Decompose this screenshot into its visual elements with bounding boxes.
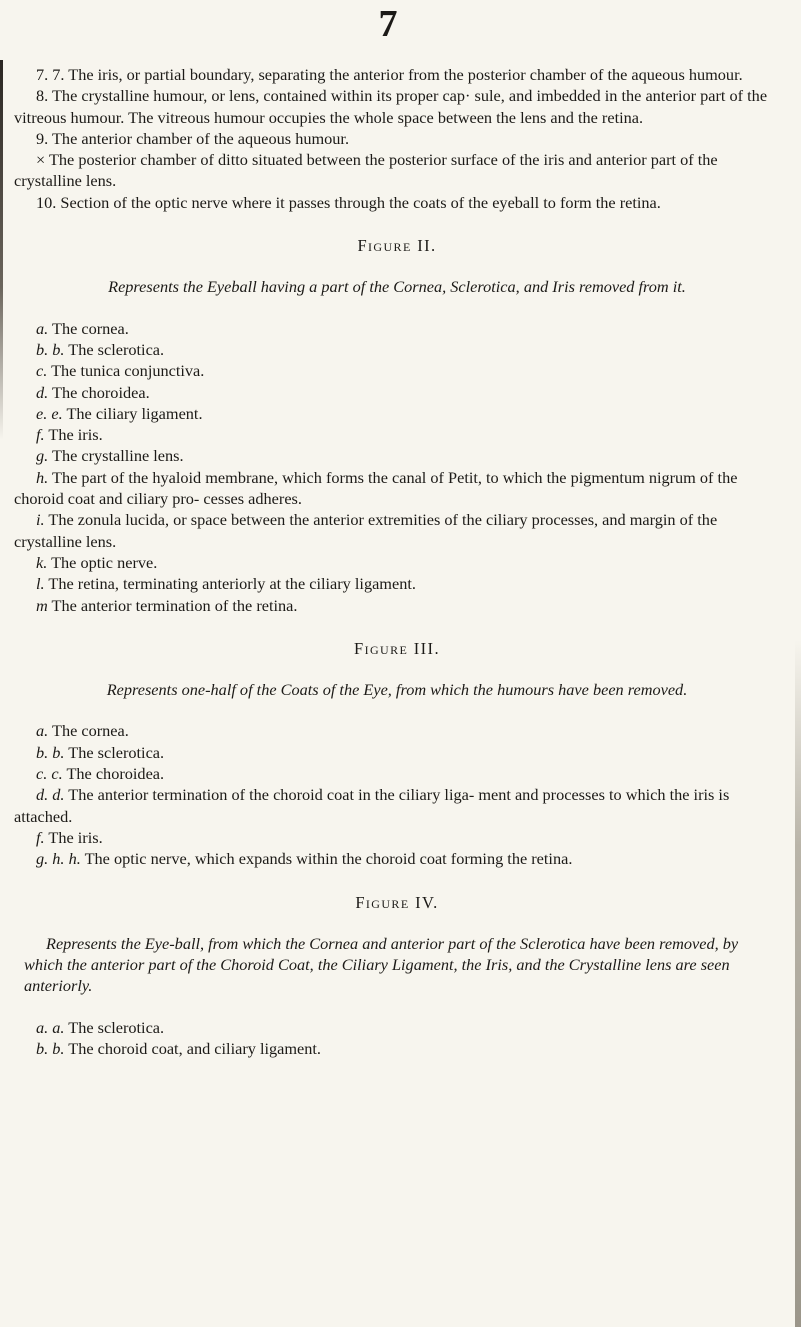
list-item: k. The optic nerve. bbox=[36, 552, 158, 572]
list-item: 9. The anterior chamber of the aqueous humour. bbox=[36, 128, 350, 148]
list-item: d. The choroidea. bbox=[36, 382, 150, 402]
list-item: × The posterior chamber of ditto situated between the posterior surface of the iris and anterior part of the crystalline lens. bbox=[14, 150, 718, 191]
list-item: d. d. The anterior termination of the choroid coat in the ciliary liga- ment and processes to which the iris is attached. bbox=[14, 785, 730, 826]
list-item: a. a. The sclerotica. bbox=[36, 1017, 165, 1037]
list-item: g. The crystalline lens. bbox=[36, 446, 184, 466]
list-item: f. The iris. bbox=[36, 425, 103, 445]
list-item: l. The retina, terminating anteriorly at the ciliary ligament. bbox=[36, 574, 416, 594]
list-item: b. b. The choroid coat, and ciliary ligament. bbox=[36, 1038, 321, 1058]
list-item: 8. The crystalline humour, or lens, contained within its proper cap· sule, and imbedded in the anterior part of the vitreous humour. The vitreous humour occupies the whole space between the lens and the retina. bbox=[14, 86, 768, 127]
figure-caption: Represents the Eyeball having a part of the Cornea, Sclerotica, and Iris removed from it. bbox=[108, 277, 686, 297]
list-item: m The anterior termination of the retina. bbox=[36, 595, 298, 615]
list-item: i. The zonula lucida, or space between the anterior extremities of the ciliary processes, and margin of the crystalline lens. bbox=[14, 510, 718, 551]
figure-heading: Figure IV. bbox=[355, 892, 439, 912]
list-item: c. c. The choroidea. bbox=[36, 764, 165, 784]
list-item: g. h. h. The optic nerve, which expands within the choroid coat forming the retina. bbox=[36, 849, 573, 869]
figure-caption: Represents one-half of the Coats of the Eye, from which the humours have been removed. bbox=[106, 680, 688, 700]
list-item: h. The part of the hyaloid membrane, which forms the canal of Petit, to which the pigmentum nigrum of the choroid coat and ciliary pro- cesses adheres. bbox=[14, 467, 738, 509]
list-item: e. e. The ciliary ligament. bbox=[36, 403, 203, 423]
list-item: 7. 7. The iris, or partial boundary, separating the anterior from the posterior chamber of the aqueous humour. bbox=[36, 65, 743, 84]
list-item: b. b. The sclerotica. bbox=[36, 339, 165, 359]
list-item: b. b. The sclerotica. bbox=[36, 742, 165, 762]
list-item: a. The cornea. bbox=[36, 721, 129, 741]
page-edge-shadow bbox=[0, 60, 3, 440]
list-item: a. The cornea. bbox=[36, 318, 129, 338]
page-edge-shadow bbox=[795, 640, 801, 1327]
page-text bbox=[14, 64, 780, 1059]
figure-heading: Figure II. bbox=[357, 236, 437, 256]
list-item: c. The tunica conjunctiva. bbox=[36, 361, 205, 381]
figure-heading: Figure III. bbox=[354, 638, 440, 658]
list-item: f. The iris. bbox=[36, 827, 103, 847]
page-number: 7 bbox=[378, 3, 398, 45]
figure-caption: Represents the Eye-ball, from which the Cornea and anterior part of the Sclerotica have been removed, by which the anterior part of the Choroid Coat, the Ciliary Ligament, the Iris, and the Crystalline lens are seen anteriorly. bbox=[24, 933, 739, 996]
list-item: 10. Section of the optic nerve where it passes through the coats of the eyeball to form the retina. bbox=[36, 192, 661, 212]
